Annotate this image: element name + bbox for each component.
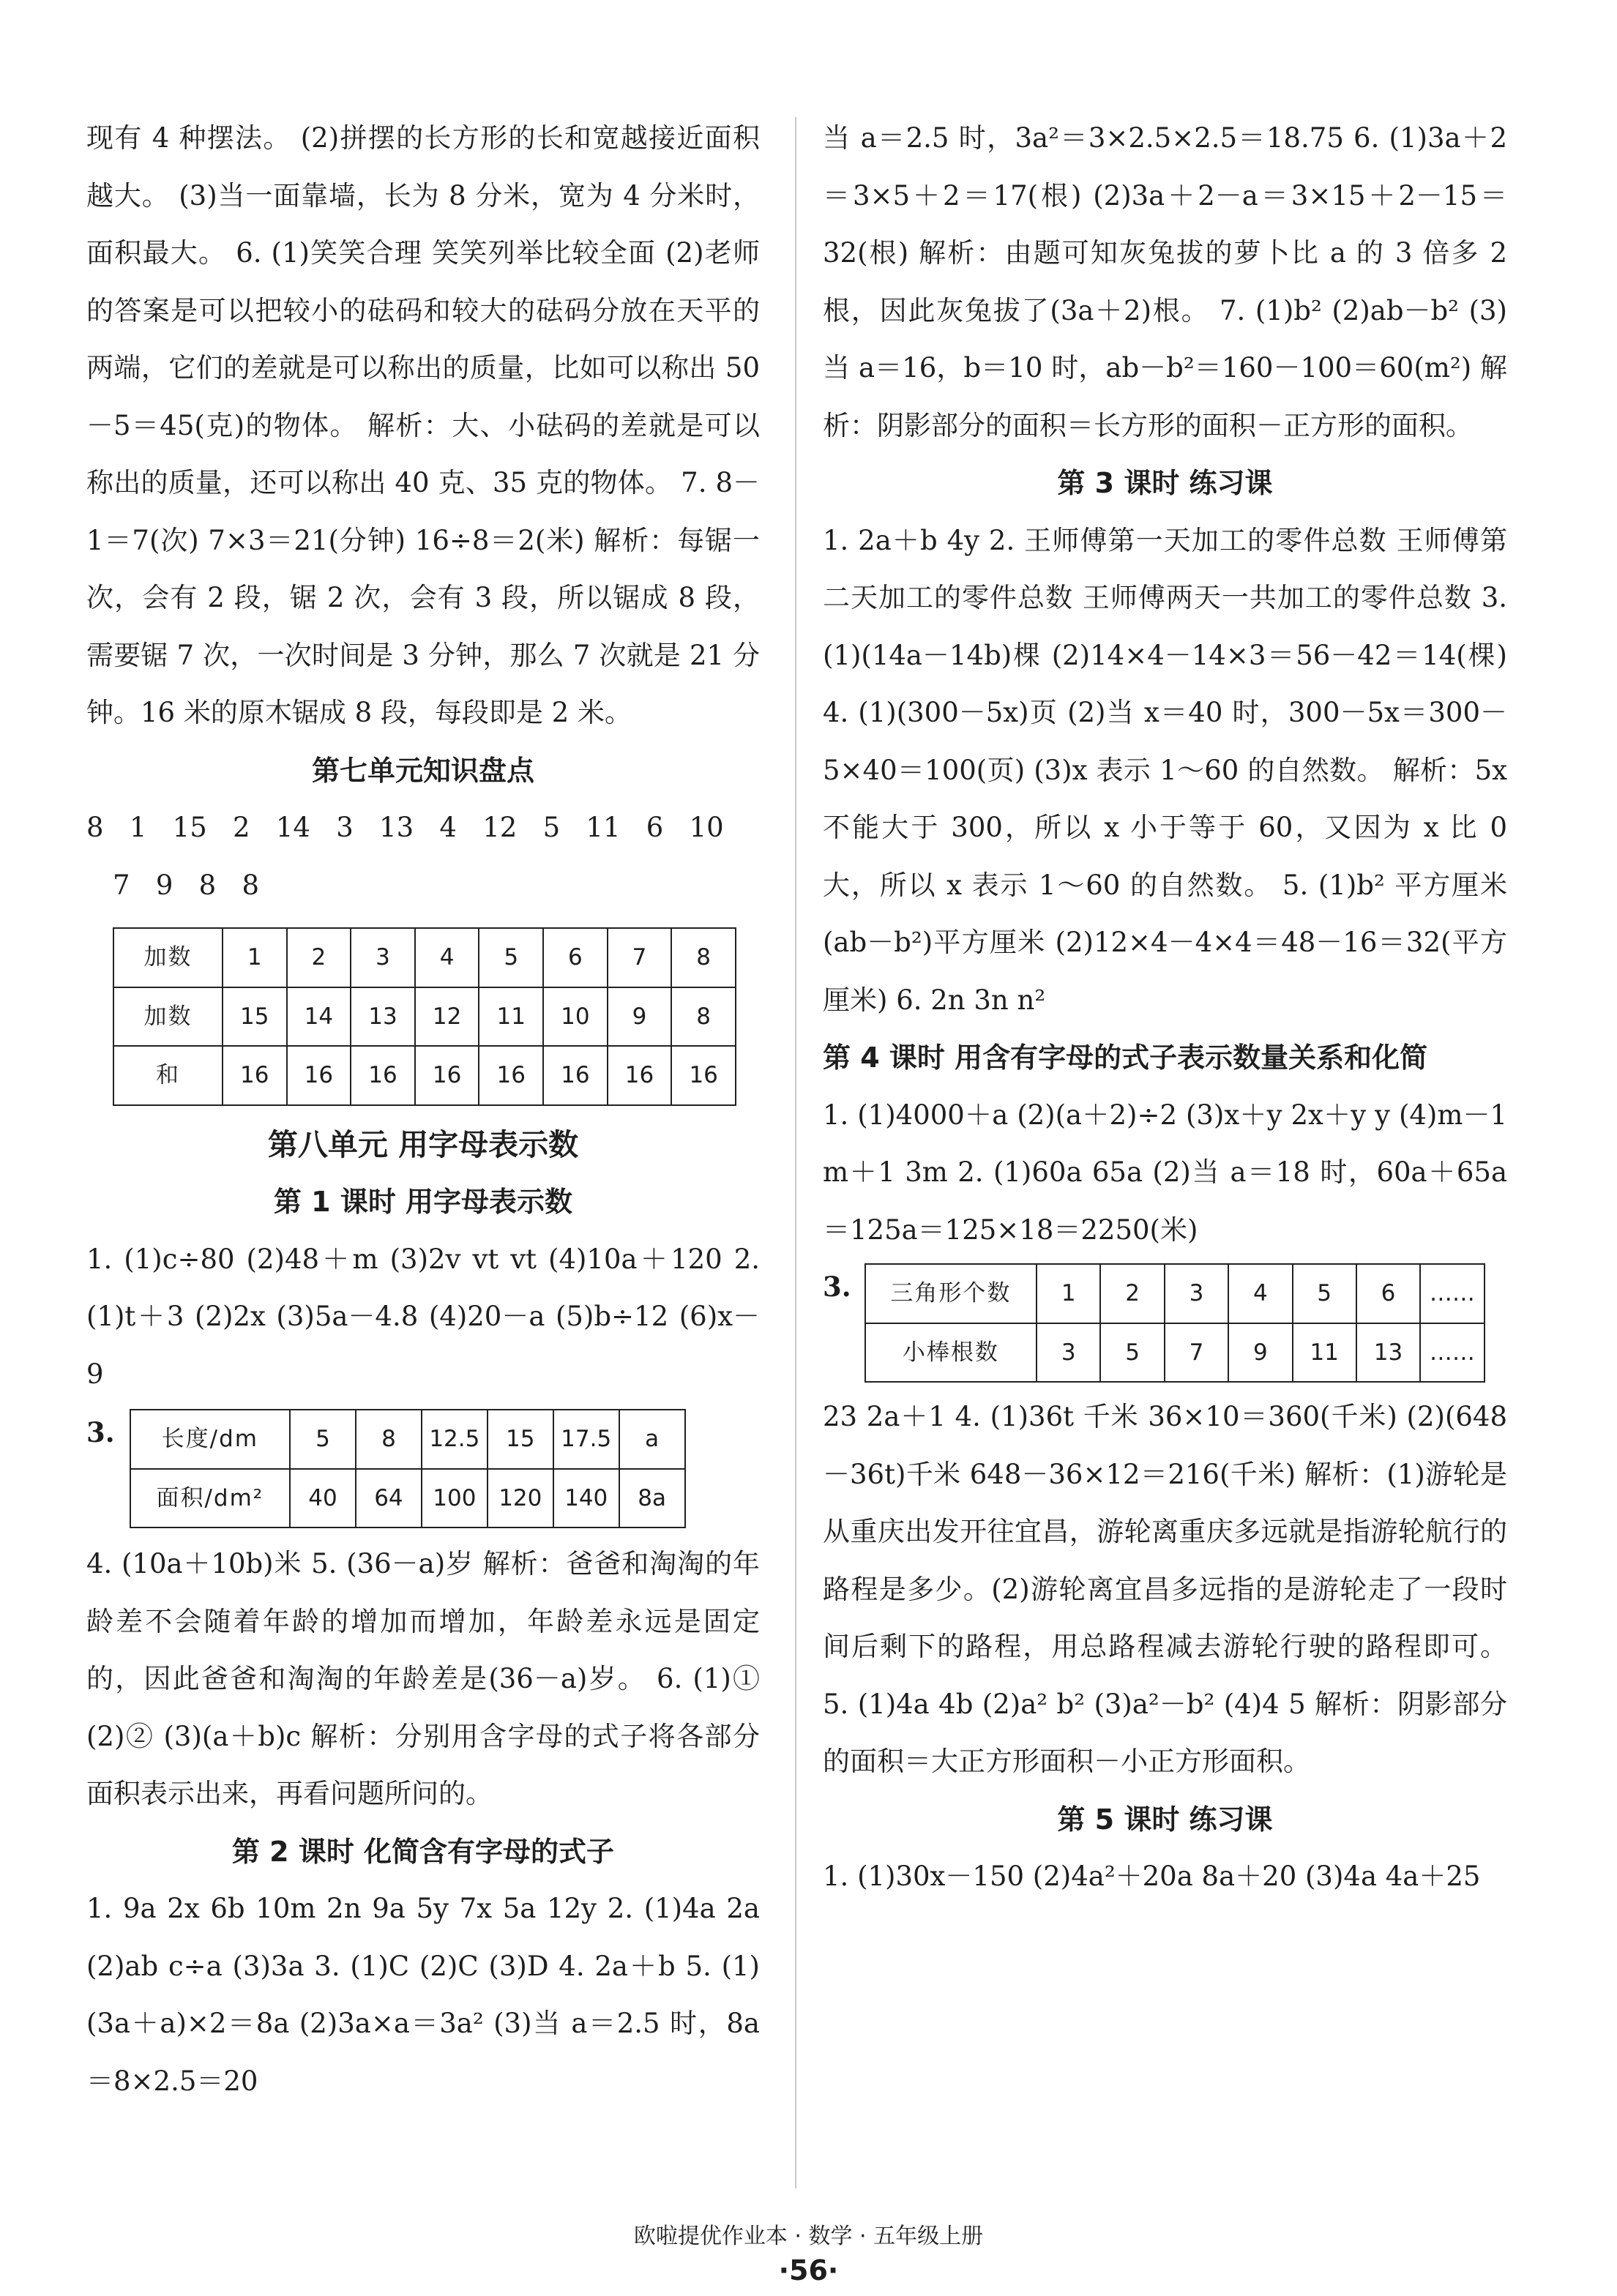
table-cell: 12.5	[422, 1410, 488, 1469]
table-row	[130, 1410, 685, 1469]
lesson-heading: 第 3 课时 练习课	[1057, 467, 1273, 499]
table-cell: 7	[608, 928, 672, 987]
table-row	[113, 928, 736, 987]
table-cell: 8	[671, 987, 736, 1047]
table-cell: 1	[1037, 1264, 1100, 1323]
table-cell: 140	[553, 1469, 619, 1528]
table-cell: 2	[1100, 1264, 1164, 1323]
table-cell: 4	[415, 928, 479, 987]
table-cell: 10	[543, 987, 608, 1047]
table-cell: 5	[479, 928, 543, 987]
table-cell: 3	[1165, 1264, 1228, 1323]
table-cell: 14	[287, 987, 351, 1047]
question-number: 3.	[823, 1271, 851, 1303]
table-cell: ……	[1420, 1264, 1484, 1323]
answer-paragraph: 1. 9a 2x 6b 10m 2n 9a 5y 7x 5a 12y 2. (1)4a 2a (2)ab c÷a (3)3a 3. (1)C (2)C (3)D 4. 2a＋b 5. (1)(3a＋a)×2＝8a (2)3a×a＝3a² (3)当 a＝2.5 时，8a＝8×2.5＝20	[86, 1893, 760, 2097]
answer-paragraph: 1. (1)4000＋a (2)(a＋2)÷2 (3)x＋y 2x＋y y (4)m－1 m＋1 3m 2. (1)60a 65a (2)当 a＝18 时，60a＋65a＝125a＝125×18＝2250(米)	[823, 1099, 1507, 1246]
table-cell: 3	[1037, 1323, 1100, 1383]
table-cell: 长度/dm	[130, 1410, 290, 1469]
table-cell: 加数	[113, 987, 223, 1047]
lesson-heading: 第 2 课时 化简含有字母的式子	[231, 1835, 615, 1868]
page-number: ·56·	[778, 2254, 839, 2286]
table-cell: 15	[488, 1410, 553, 1469]
table-block	[86, 1409, 760, 1528]
answer-paragraph: 4. (10a＋10b)米 5. (36－a)岁 解析：爸爸和淘淘的年龄差不会随着年龄的增加而增加，年龄差永远是固定的，因此爸爸和淘淘的年龄差是(36－a)岁。 6. (1)① (2)② (3)(a＋b)c 解析：分别用含字母的式子将各部分面积表示出来，再看问题所问的。	[86, 1548, 760, 1809]
addend-sum-table	[113, 927, 736, 1106]
table-cell: 8a	[619, 1469, 685, 1528]
answer-paragraph: 当 a＝2.5 时，3a²＝3×2.5×2.5＝18.75 6. (1)3a＋2＝3×5＋2＝17(根) (2)3a＋2－a＝3×15＋2－15＝32(根) 解析：由题可知灰兔拔的萝卜比 a 的 3 倍多 2 根，因此灰兔拔了(3a＋2)根。 7. (1)b² (2)ab－b² (3)当 a＝16，b＝10 时，ab－b²＝160－100＝60(m²) 解析：阴影部分的面积＝长方形的面积－正方形的面积。	[823, 122, 1507, 441]
table-cell: 40	[290, 1469, 356, 1528]
table-cell: 5	[1100, 1323, 1164, 1383]
table-cell: 8	[356, 1410, 422, 1469]
table-cell: 9	[608, 987, 672, 1047]
answer-paragraph: 1. 2a＋b 4y 2. 王师傅第一天加工的零件总数 王师傅第二天加工的零件总数 王师傅两天一共加工的零件总数 3. (1)(14a－14b)棵 (2)14×4－14×3＝56－42＝14(棵) 4. (1)(300－5x)页 (2)当 x＝40 时，300－5x＝300－5×40＝100(页) (3)x 表示 1～60 的自然数。 解析：5x 不能大于 300，所以 x 小于等于 60，又因为 x 比 0 大，所以 x 表示 1～60 的自然数。 5. (1)b² 平方厘米 (ab－b²)平方厘米 (2)12×4－4×4＝48－16＝32(平方厘米) 6. 2n 3n n²	[823, 524, 1507, 1016]
table-cell: 120	[488, 1469, 553, 1528]
number-row: 8 1 15 2 14 3 13 4 12 5 11 6 10	[86, 812, 724, 843]
answer-paragraph: 1. (1)c÷80 (2)48＋m (3)2v vt vt (4)10a＋120 2. (1)t＋3 (2)2x (3)5a－4.8 (4)20－a (5)b÷12 (6)x－9	[86, 1243, 760, 1390]
table-row	[865, 1323, 1485, 1383]
table-row	[865, 1264, 1485, 1323]
column-divider	[795, 117, 796, 2188]
right-column	[823, 110, 1507, 1906]
table-cell: 7	[1165, 1323, 1228, 1383]
left-column	[86, 110, 760, 2110]
table-cell: 5	[1293, 1264, 1356, 1323]
table-cell: ……	[1420, 1323, 1484, 1383]
table-cell: a	[619, 1410, 685, 1469]
table-cell: 面积/dm²	[130, 1469, 290, 1528]
answer-paragraph: 现有 4 种摆法。 (2)拼摆的长方形的长和宽越接近面积越大。 (3)当一面靠墙，长为 8 分米，宽为 4 分米时，面积最大。 6. (1)笑笑合理 笑笑列举比较全面 (2)老师的答案是可以把较小的砝码和较大的砝码分放在天平的两端，它们的差就是可以称出的质量，比如可以称出 50－5＝45(克)的物体。 解析：大、小砝码的差就是可以称出的质量，还可以称出 40 克、35 克的物体。 7. 8－1＝7(次) 7×3＝21(分钟) 16÷8＝2(米) 解析：每锯一次，会有 2 段，锯 2 次，会有 3 段，所以锯成 8 段，需要锯 7 次，一次时间是 3 分钟，那么 7 次就是 21 分钟。16 米的原木锯成 8 段，每段即是 2 米。	[86, 122, 760, 728]
table-cell: 4	[1228, 1264, 1292, 1323]
table-cell: 13	[351, 987, 415, 1047]
table-cell: 5	[290, 1410, 356, 1469]
table-cell: 15	[223, 987, 287, 1047]
table-cell: 16	[479, 1046, 543, 1105]
table-cell: 16	[415, 1046, 479, 1105]
book-title-footer: 欧啦提优作业本 · 数学 · 五年级上册	[633, 2224, 984, 2249]
table-cell: 11	[1293, 1323, 1356, 1383]
table-cell: 加数	[113, 928, 223, 987]
table-cell: 16	[223, 1046, 287, 1105]
table-cell: 16	[608, 1046, 672, 1105]
table-cell: 64	[356, 1469, 422, 1528]
table-cell: 9	[1228, 1323, 1292, 1383]
table-cell: 6	[543, 928, 608, 987]
question-number: 3.	[86, 1416, 115, 1448]
length-area-table	[130, 1409, 686, 1528]
table-cell: 16	[287, 1046, 351, 1105]
section-heading: 第七单元知识盘点	[311, 754, 534, 787]
table-cell: 和	[113, 1046, 223, 1105]
table-cell: 8	[671, 928, 736, 987]
table-cell: 2	[287, 928, 351, 987]
table-row	[113, 1046, 736, 1105]
table-cell: 100	[422, 1469, 488, 1528]
table-row	[130, 1469, 685, 1528]
number-row: 7 9 8 8	[113, 869, 260, 901]
table-cell: 小棒根数	[865, 1323, 1037, 1383]
table-cell: 17.5	[553, 1410, 619, 1469]
table-cell: 1	[223, 928, 287, 987]
table-cell: 13	[1356, 1323, 1420, 1383]
table-cell: 3	[351, 928, 415, 987]
table-cell: 16	[671, 1046, 736, 1105]
table-cell: 11	[479, 987, 543, 1047]
table-cell: 三角形个数	[865, 1264, 1037, 1323]
unit-heading: 第八单元 用字母表示数	[267, 1126, 579, 1162]
table-cell: 16	[543, 1046, 608, 1105]
answer-paragraph: 23 2a＋1 4. (1)36t 千米 36×10＝360(千米) (2)(648－36t)千米 648－36×12＝216(千米) 解析：(1)游轮是从重庆出发开往宜昌，游轮离重庆多远就是指游轮航行的路程是多少。(2)游轮离宜昌多远指的是游轮走了一段时间后剩下的路程，用总路程减去游轮行驶的路程即可。 5. (1)4a 4b (2)a² b² (3)a²－b² (4)4 5 解析：阴影部分的面积＝大正方形面积－小正方形面积。	[823, 1401, 1507, 1777]
lesson-heading: 第 5 课时 练习课	[1057, 1803, 1273, 1836]
table-row	[113, 987, 736, 1047]
lesson-heading: 第 1 课时 用字母表示数	[273, 1186, 573, 1218]
answer-paragraph: 1. (1)30x－150 (2)4a²＋20a 8a＋20 (3)4a 4a＋25	[823, 1861, 1481, 1892]
table-cell: 16	[351, 1046, 415, 1105]
triangle-sticks-table	[864, 1263, 1485, 1383]
lesson-heading: 第 4 课时 用含有字母的式子表示数量关系和化简	[823, 1042, 1428, 1074]
table-cell: 12	[415, 987, 479, 1047]
table-cell: 6	[1356, 1264, 1420, 1323]
table-block	[823, 1263, 1507, 1383]
